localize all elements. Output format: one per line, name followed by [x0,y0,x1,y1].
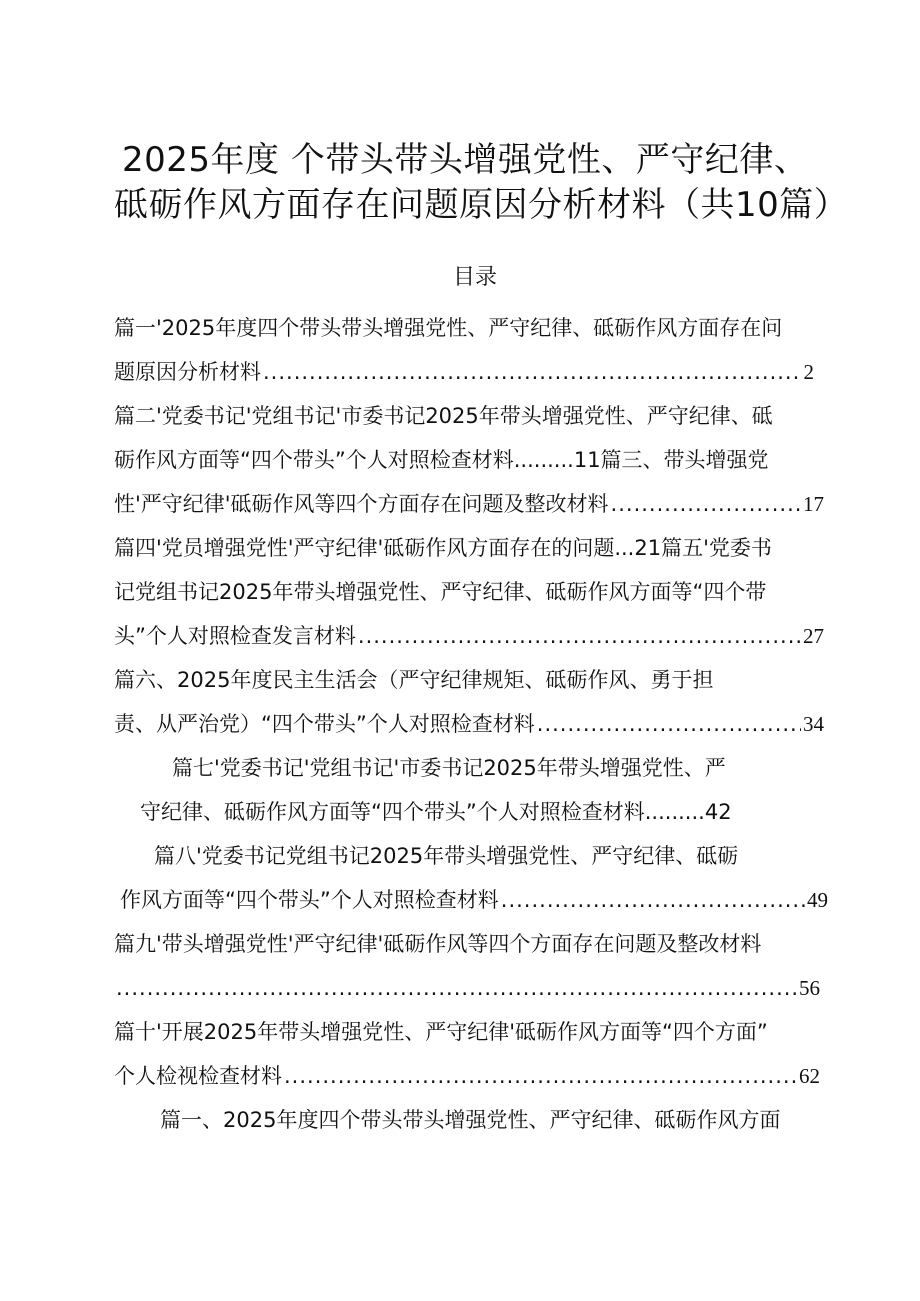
toc-page-number: 17 [803,492,824,516]
toc-line-12[interactable] [140,796,732,828]
toc-page-number: 49 [807,888,828,912]
toc-line-9[interactable] [114,664,713,696]
toc-page-number: 27 [803,624,824,648]
toc-line-6[interactable] [114,532,772,564]
toc-line-text: 篇六、2025年度民主生活会（严守纪律规矩、砥砺作风、勇于担 [114,668,714,692]
toc-line-text: 篇一'2025年度四个带头带头增强党性、严守纪律、砥砺作风方面存在问 [114,316,783,340]
toc-line-text: 砺作风方面等“四个带头”个人对照检查材料.........11篇三、带头增强党 [114,448,769,472]
toc-line-text: 记党组书记2025年带头增强党性、严守纪律、砥砺作风方面等“四个带 [114,580,767,604]
toc-heading: 目录 [452,265,497,290]
toc-line-3[interactable] [114,400,773,432]
toc-line-10[interactable] [114,708,824,740]
toc-line-text: 作风方面等“四个带头”个人对照检查材料 [120,888,499,912]
dot-leader [501,884,805,916]
dot-leader [358,620,801,652]
toc-line-text: 篇四'党员增强党性'严守纪律'砥砺作风方面存在的问题...21篇五'党委书 [114,536,772,560]
toc-line-17[interactable] [114,1016,768,1048]
toc-page-number: 56 [799,976,820,1000]
toc-line-text: 守纪律、砥砺作风方面等“四个带头”个人对照检查材料.........42 [140,800,732,824]
toc-line-text: 头”个人对照检查发言材料 [114,624,356,648]
toc-line-text: 题原因分析材料 [114,360,261,384]
toc-line-11[interactable] [172,752,726,784]
dot-leader [263,356,802,388]
toc-line-text: 篇八'党委书记党组书记2025年带头增强党性、严守纪律、砥砺 [154,844,739,868]
document-title-line-2: 砥砺作风方面存在问题原因分析材料（共10篇） [114,185,849,225]
toc-page-number: 2 [803,360,814,384]
dot-leader [284,1060,797,1092]
toc-page-number: 34 [803,712,824,736]
toc-line-14[interactable] [120,884,828,916]
body-section-heading: 篇一、2025年度四个带头带头增强党性、严守纪律、砥砺作风方面 [160,1108,781,1132]
toc-line-18[interactable] [114,1060,820,1092]
toc-line-7[interactable] [114,576,766,608]
document-title-line-1: 2025年度 个带头带头增强党性、严守纪律、 [122,140,809,180]
toc-line-13[interactable] [154,840,738,872]
toc-line-text: 篇二'党委书记'党组书记'市委书记2025年带头增强党性、严守纪律、砥 [114,404,773,428]
dot-leader [611,488,801,520]
toc-line-15[interactable] [114,928,761,960]
toc-line-1[interactable] [114,312,782,344]
toc-line-text: 篇九'带头增强党性'严守纪律'砥砺作风等四个方面存在问题及整改材料 [114,932,762,956]
dot-leader [537,708,801,740]
toc-page-number: 62 [799,1064,820,1088]
dot-leader [116,972,797,1004]
toc-line-text: 篇七'党委书记'党组书记'市委书记2025年带头增强党性、严 [172,756,726,780]
toc-line-5[interactable] [114,488,824,520]
toc-line-16[interactable] [114,972,820,1004]
toc-line-8[interactable] [114,620,824,652]
toc-line-text: 性'严守纪律'砥砺作风等四个方面存在问题及整改材料 [114,492,609,516]
toc-line-text: 责、从严治党）“四个带头”个人对照检查材料 [114,712,535,736]
toc-line-text: 个人检视检查材料 [114,1064,282,1088]
toc-line-text: 篇十'开展2025年带头增强党性、严守纪律'砥砺作风方面等“四个方面” [114,1020,768,1044]
toc-line-4[interactable] [114,444,769,476]
toc-line-2[interactable] [114,356,814,388]
